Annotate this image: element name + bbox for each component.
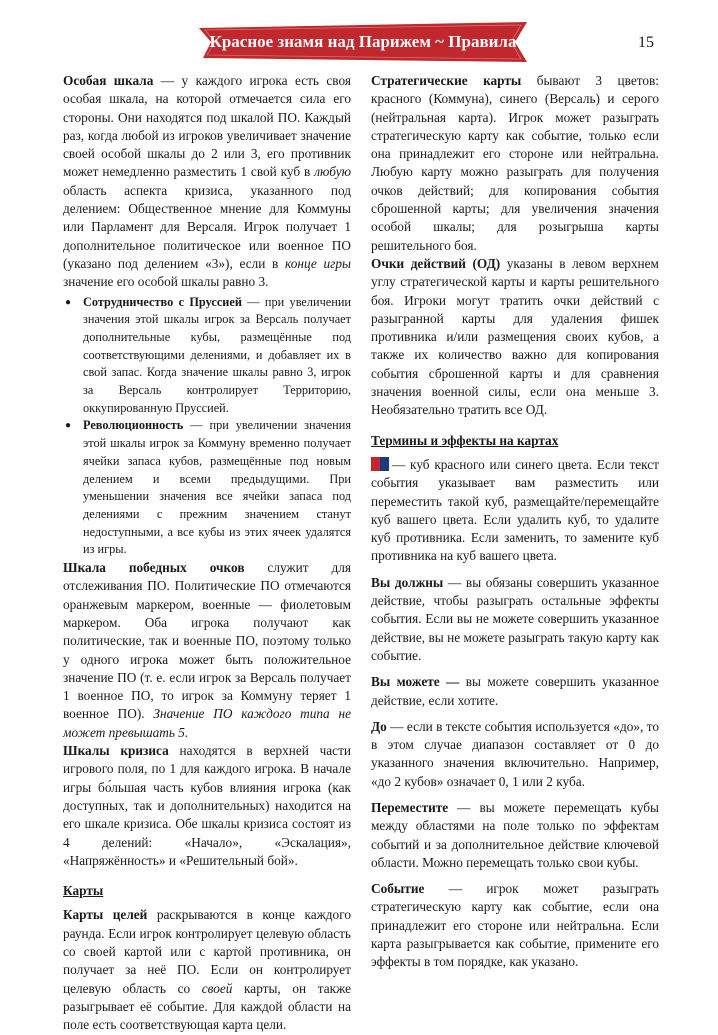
paragraph-action-points <box>371 255 659 420</box>
term-revolution: Революционность <box>83 418 184 433</box>
text: раскрываются в конце каждого раунда. Если игрок контролирует целевую область со своей картой или с картой противника, он получает за неё ПО. Если он контролирует целевую область со <box>63 907 351 996</box>
term-special-track: Особая шкала <box>63 73 154 88</box>
term-event: Событие <box>371 881 425 897</box>
paragraph-up-to <box>371 718 659 791</box>
italic-text: своей <box>201 980 233 996</box>
paragraph-crisis-tracks <box>63 742 351 870</box>
text: — игрок может разыграть стратегическую карту как событие, если она принадлежит его стороне или нейтральна. Если карта разыгрывается как событие, примените его эффекты в том порядке, как указано. <box>371 881 659 970</box>
special-track-bullets <box>63 294 351 560</box>
bullet-dot-icon: ● <box>65 420 72 432</box>
term-may: Вы можете — <box>371 674 460 690</box>
term-action-points: Очки действий (ОД) <box>371 255 501 271</box>
text: область аспекта кризиса, указанного под делением: Общественное мнение для Коммуны или Парламент для Версаля. Игрок получает 1 дополнительное политическое или военное ПО (указано под делением «3»), если в <box>63 182 351 271</box>
text: — вы можете перемещать кубы между областями на поле только по эффектам событий и за дополнительное действие ключевой области. Можно перемещать только свои кубы. <box>371 799 659 870</box>
right-column <box>371 72 659 972</box>
text: — при увеличении значения этой шкалы игрок за Коммуну временно получает ячейки запаса кубов, размещённые под новым делением и всеми предыдущими. При уменьшении значения все ячейки запаса под делениями с прежним значением станут недоступными, а все кубы из этих ячеек удалятся из игры. <box>83 418 351 557</box>
paragraph-vp-track <box>63 559 351 742</box>
term-up-to: До <box>371 718 387 734</box>
term-vp-track: Шкала победных очков <box>63 560 245 576</box>
text: — куб красного или синего цвета. Если текст события указывает вам разместить или переместить такой куб, размещайте/перемещайте куб вашего цвета. Если удалить куб, то удалите куб противника. Если заменить, то замените куб противника на куб вашего цвета. <box>371 456 659 564</box>
text: значение его особой шкалы равно 3. <box>63 274 269 290</box>
italic-text: Значение ПО каждого типа не может превышать 5. <box>63 706 352 740</box>
section-heading-terms: Термины и эффекты на картах <box>371 432 559 448</box>
term-move: Переместите <box>371 799 449 815</box>
paragraph-objective-cards <box>63 906 351 1034</box>
term-strategy-cards: Стратегические карты <box>371 73 522 88</box>
text: — если в тексте события используется «до», то в этом случае диапазон составляет от 0 до указанного значения включительно. Например, «до 2 кубов» означает 0, 1 или 2 куба. <box>371 718 659 789</box>
bullet-dot-icon: ● <box>65 296 72 308</box>
term-objective-cards: Карты целей <box>63 907 148 923</box>
paragraph-special-track <box>63 72 351 292</box>
text: бывают 3 цветов: красного (Коммуна), синего (Версаль) и серого (нейтральная карта). Игрок может разыграть стратегическую карту как событие, только если она принадлежит его стороне или нейтральна. Любую карту можно разыграть для получения очков действий; для копирования события сброшенной карты; для увеличения значения особой шкалы; для розыгрыша карты решительного боя. <box>371 73 659 253</box>
paragraph-event <box>371 880 659 971</box>
text: — у каждого игрока есть своя особая шкала, на которой отмечается сила его стороны. Они находятся под шкалой ПО. Каждый раз, когда любой из игроков увеличивает значение своей особой шкалы до 2 или 3, его противник может немедленно разместить 1 свой куб в <box>63 73 351 180</box>
text: — вы обязаны совершить указанное действие, чтобы разыграть остальные эффекты события. Если вы не можете совершить указанное действие, вы не можете разыграть такую карту как событие. <box>371 574 659 663</box>
italic-text: любую <box>314 164 351 180</box>
bullet-item-prussia <box>63 294 351 418</box>
text: карты, он также разыгрывает её событие. Для каждой области на поле есть соответствующая карта цели. <box>63 980 351 1033</box>
term-prussia: Сотрудничество с Пруссией <box>83 294 242 309</box>
text: служит для отслеживания ПО. Политические ПО отмечаются оранжевым маркером, военные — фиолетовым маркером. Оба игрока получают как политические, так и военные ПО, поэтому только у одного игрока может быть положительное значение ПО (т. е. если игрок за Версаль получает 1 военное ПО, то игрок за Коммуну теряет 1 военное ПО). <box>63 560 351 722</box>
text: — при увеличении значения этой шкалы игрок за Версаль получает дополнительные кубы, размещённые под соответствующими делениями, и добавляет их в свой запас. Когда значение шкалы равно 3, игрок за Версаль контролирует Территорию, оккупированную Пруссией. <box>83 294 351 415</box>
paragraph-may <box>371 673 659 710</box>
text: вы можете совершить указанное действие, если хотите. <box>371 674 659 708</box>
left-column <box>63 72 351 1035</box>
page-number: 15 <box>638 34 654 51</box>
paragraph-move <box>371 799 659 872</box>
text: указаны в левом верхнем углу стратегической карты и карты решительного боя. Игроки могут тратить очки действий с разыгранной карты для удаления фишек противника и/или размещения своих кубов, а также их количество важно для копирования события сброшенной карты и для сравнения значения военной силы, если она меньше 3. Необязательно тратить все ОД. <box>371 255 659 418</box>
section-heading-cards: Карты <box>63 883 104 899</box>
text: находятся в верхней части игрового поля, по 1 для каждого игрока. В начале игры бо́льшая часть кубов влияния игрока (как доступных, так и дополнительных) находится на его шкале кризиса. Обе шкалы кризиса состоят из 4 делений: «Начало», «Эскалация», «Напряжённость» и «Решительный бой». <box>63 743 351 868</box>
header-banner <box>199 22 527 62</box>
paragraph-strategy-cards <box>371 72 659 255</box>
italic-text: конце игры <box>284 255 351 271</box>
bullet-item-revolution <box>63 417 351 559</box>
paragraph-must <box>371 574 659 665</box>
page-header-title: Красное знамя над Парижем ~ Правила <box>209 32 517 51</box>
red-blue-cube-icon <box>371 457 389 471</box>
term-crisis-tracks: Шкалы кризиса <box>63 743 169 759</box>
term-must: Вы должны <box>371 574 444 590</box>
paragraph-cube-term <box>371 456 659 566</box>
